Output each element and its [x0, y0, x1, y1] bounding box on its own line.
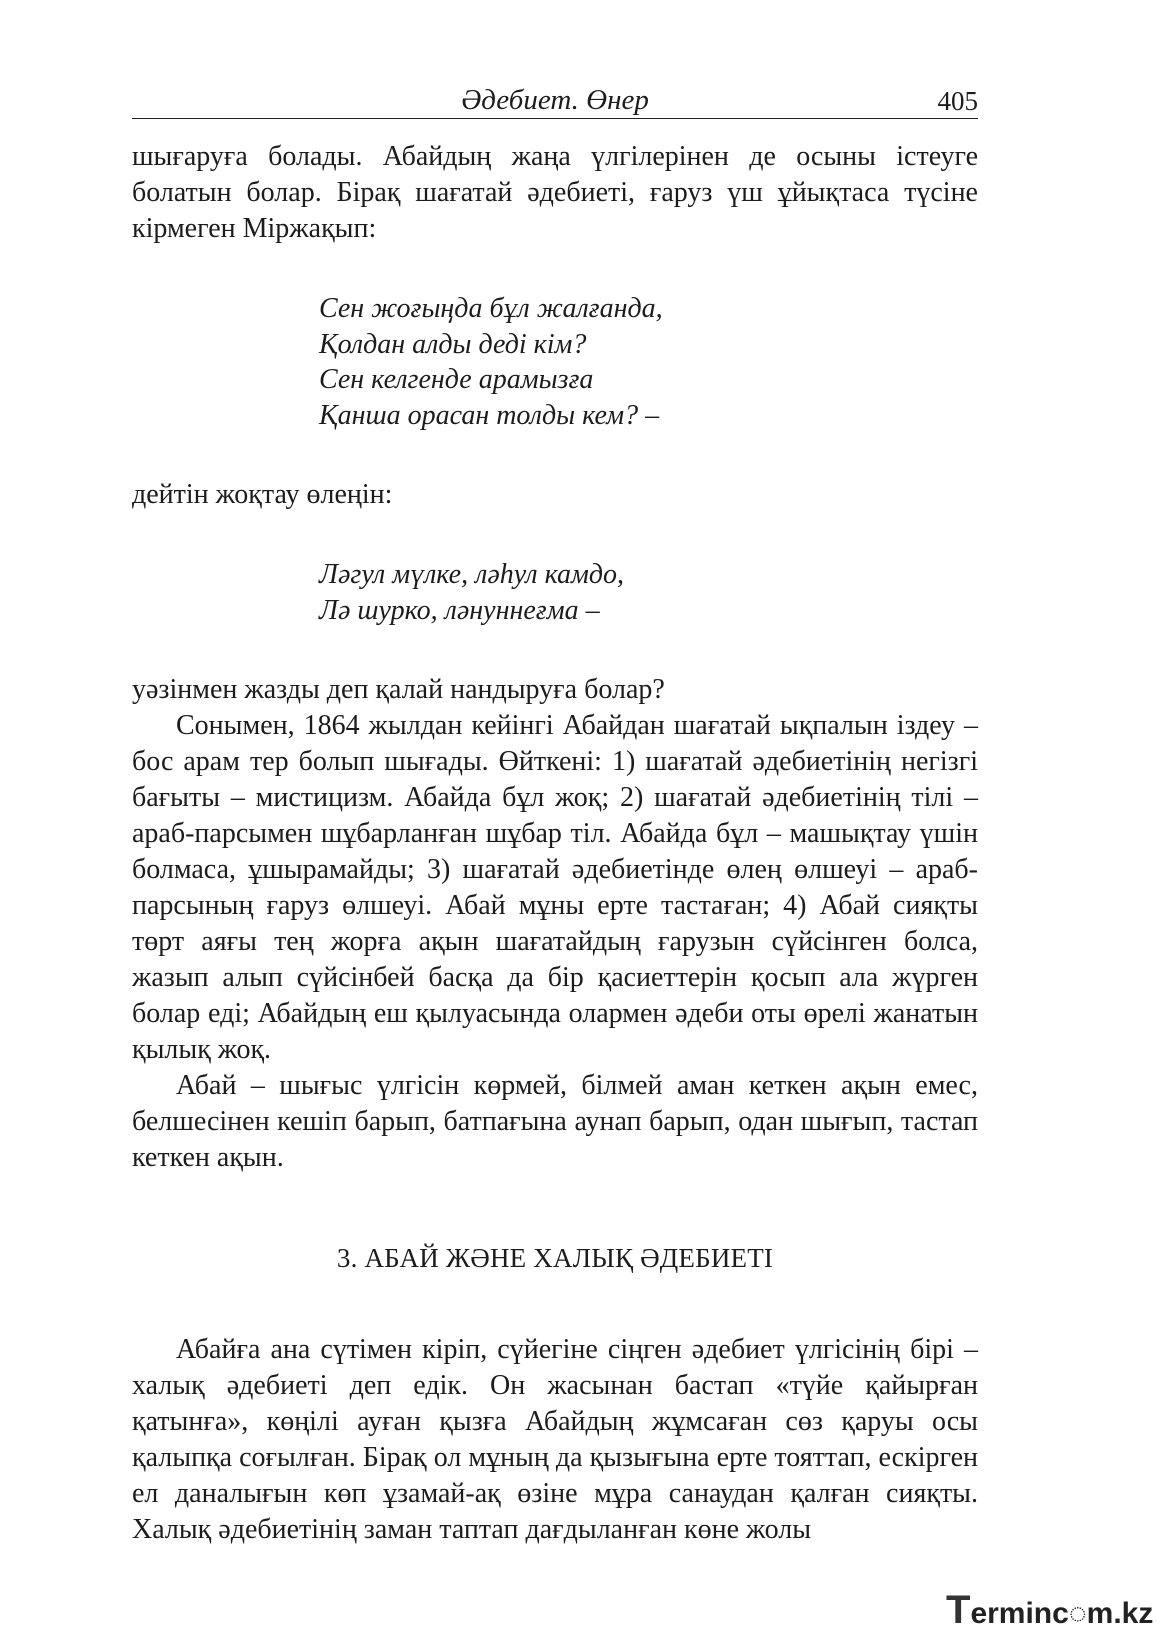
section-heading: 3. АБАЙ ЖӘНЕ ХАЛЫҚ ӘДЕБИЕТІ	[336, 1243, 774, 1273]
running-header-title: Әдебиет. Өнер	[461, 84, 649, 116]
page-number: 405	[937, 86, 978, 116]
watermark-first-letter: T	[946, 1588, 971, 1632]
verse-line: Сен келгенде арамызға	[319, 364, 594, 395]
verse-line: Ләгул мүлке, ләһул камдо,	[319, 559, 625, 590]
verse-line: Лә шурко, ләнуннеғма –	[319, 594, 600, 626]
paragraph-abai: Абай – шығыс үлгісін көрмей, білмей аман кеткен ақын емес, белшесінен кешіп барып, батпағына аунап барып, одан шығып, тастап кеткен ақын.	[132, 1070, 978, 1173]
running-header	[132, 80, 978, 119]
paragraph-intro: шығаруға болады. Абайдың жаңа үлгілерінен де осыны істеуге болатын болар. Бірақ шағатай әдебиеті, ғаруз үш ұйықтаса түсіне кірмеген Міржақып:	[132, 141, 978, 244]
document-page	[132, 80, 978, 1548]
verse-block-1	[319, 291, 978, 433]
paragraph-section: Абайға ана сүтімен кіріп, сүйегіне сіңген әдебиет үлгісінің бірі – халық әдебиеті деп едік. Он жасынан бастап «түйе қайырған қатынға», көңілі ауған қызға Абайдың жұмсаған сөз қаруы осы қалыпқа соғылған. Бірақ ол мұның да қызығына ерте тояттап, ескірген ел даналығын көп ұзамай-ақ өзіне мұра санаудан қалған сияқты. Халық әдебиетінің заман таптап дағдыланған көне жолы	[132, 1334, 978, 1545]
verse-block-2	[319, 557, 978, 628]
watermark-logo	[946, 1588, 1153, 1633]
verse-line: Қолдан алды деді кім?	[319, 328, 587, 360]
paragraph-after-verse: уәзінмен жазды деп қалай нандыруға болар?	[132, 674, 665, 705]
verse-line: Сен жоғыңда бұл жалғанда,	[319, 293, 663, 324]
paragraph-between-verses: дейтін жоқтау өлеңін:	[132, 479, 393, 510]
watermark-text: erminc◌m.kz	[970, 1597, 1154, 1630]
verse-line: Қанша орасан толды кем? –	[319, 399, 660, 431]
document-body	[132, 139, 978, 1548]
paragraph-sonymen: Сонымен, 1864 жылдан кейінгі Абайдан шағатай ықпалын іздеу – бос арам тер болып шығады. Өйткені: 1) шағатай әдебиетінің негізгі бағыты – мистицизм. Абайда бұл жоқ; 2) шағатай әдебиетінің тілі – араб-парсымен шұбарланған шұбар тіл. Абайда бұл – машықтау үшін болмаса, ұшырамайды; 3) шағатай әдебиетінде өлең өлшеуі – араб-парсының ғаруз өлшеуі. Абай мұны ерте тастаған; 4) Абай сияқты төрт аяғы тең жорға ақын шағатайдың ғарузын сүйсінген болса, жазып алып сүйсінбей басқа да бір қасиеттерін қосып ала жүрген болар еді; Абайдың еш қылуасында олармен әдеби оты өрелі жанатын қылық жоқ.	[132, 710, 978, 1065]
